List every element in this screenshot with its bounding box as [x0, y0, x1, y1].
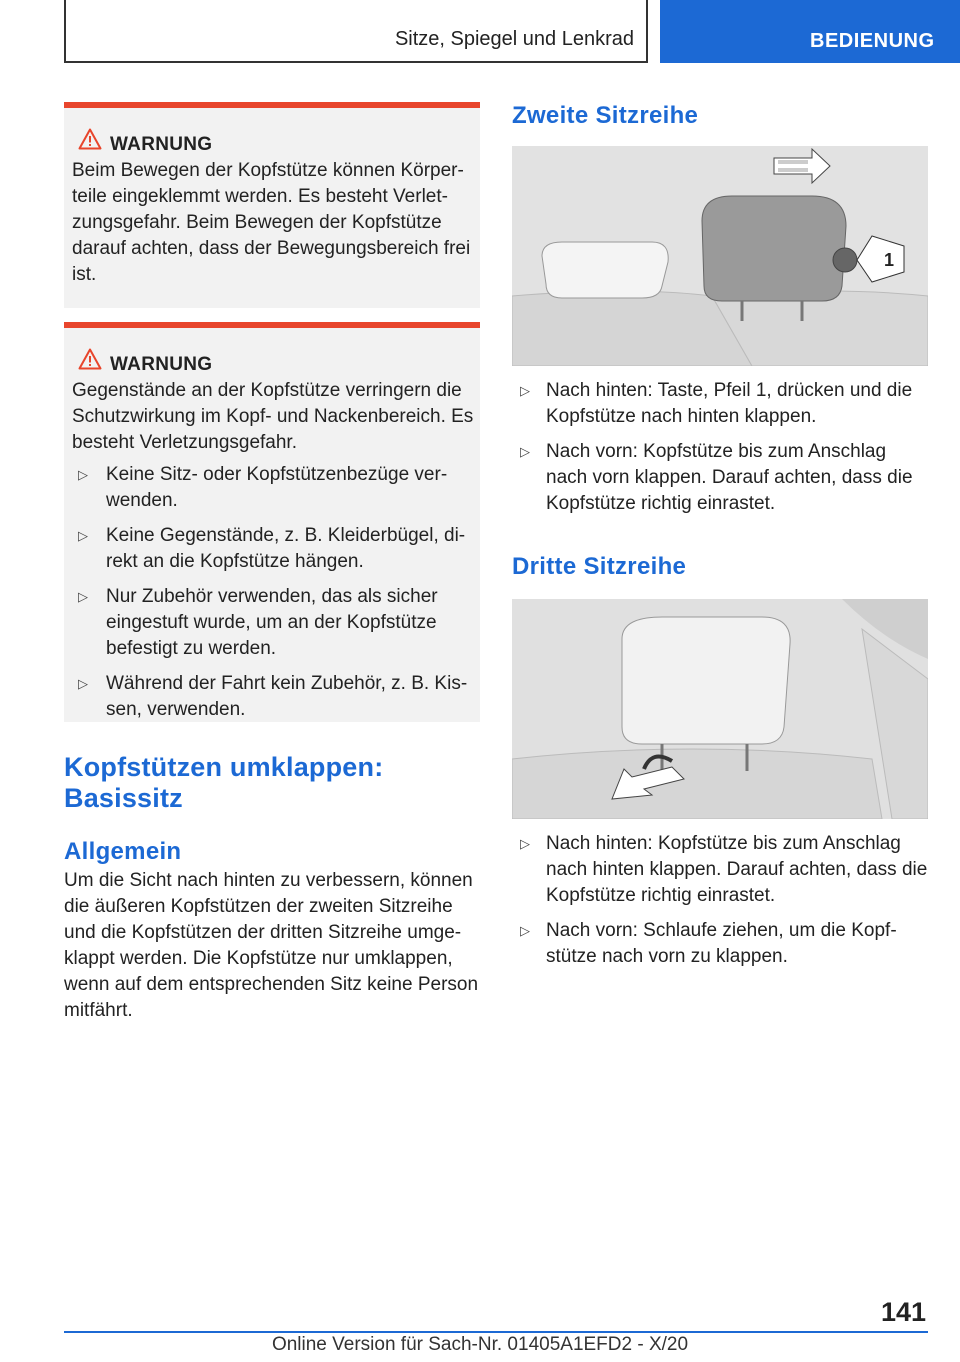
list-item: ▷ Keine Gegenstände, z. B. Kleiderbügel, direkt an die Kopfstütze hängen.	[78, 525, 466, 572]
dritte-list	[512, 831, 928, 970]
list-item: ▷ Nach vorn: Schlaufe ziehen, um die Kopfstütze nach vorn zu klappen.	[520, 920, 897, 967]
chapter-tab	[660, 0, 960, 63]
list-item: ▷ Nach vorn: Kopfstütze bis zum Anschlag nach vorn klappen. Darauf achten, dass die Kopfstütze richtig einrastet.	[520, 441, 913, 514]
warning-icon	[78, 128, 102, 150]
subheading: Allgemein	[64, 838, 182, 865]
warning-title: WARNUNG	[110, 134, 213, 155]
headrest-image-third-row	[512, 599, 928, 819]
warning-list	[64, 462, 480, 723]
warning-box-2	[64, 322, 480, 722]
callout-number: 1	[884, 250, 895, 270]
warning-title: WARNUNG	[110, 354, 213, 375]
zweite-heading: Zweite Sitzreihe	[512, 102, 699, 129]
triangle-bullet-icon: ▷	[78, 589, 88, 604]
warning-icon	[78, 348, 102, 370]
list-item: ▷ Während der Fahrt kein Zubehör, z. B. Kissen, verwenden.	[78, 673, 468, 720]
triangle-bullet-icon: ▷	[520, 923, 530, 938]
right-column	[512, 102, 928, 979]
list-item: ▷ Nach hinten: Kopfstütze bis zum Anschlag nach hinten klappen. Darauf achten, dass die Kopfstütze richtig einrastet.	[520, 833, 928, 906]
list-item: ▷ Keine Sitz- oder Kopfstützenbezüge verwenden.	[78, 464, 448, 511]
list-item: ▷ Nach hinten: Taste, Pfeil 1, drücken und die Kopfstütze nach hinten klappen.	[520, 380, 913, 427]
left-column	[64, 102, 480, 1024]
header-box	[64, 0, 648, 63]
triangle-bullet-icon: ▷	[520, 383, 530, 398]
headrest-illustration	[512, 146, 928, 366]
triangle-bullet-icon: ▷	[520, 444, 530, 459]
headrest-illustration	[512, 599, 928, 819]
section-text: Um die Sicht nach hinten zu verbessern, können die äußeren Kopfstützen der zweiten Sitzreihe und die Kopfstützen der dritten Sitzreihe umgeklappt werden. Die Kopfstütze nur umklappen, wenn auf dem entsprechenden Sitz keine Person mitfährt.	[64, 870, 479, 1021]
triangle-bullet-icon: ▷	[78, 676, 88, 691]
zweite-list	[512, 378, 928, 517]
list-item: ▷ Nur Zubehör verwenden, das als sicher eingestuft wurde, um an der Kopfstütze befestigt zu werden.	[78, 586, 438, 659]
chapter-tab-label: BEDIENUNG	[810, 30, 935, 52]
triangle-bullet-icon: ▷	[78, 467, 88, 482]
warning-text: Gegenstände an der Kopfstütze verringern die Schutzwirkung im Kopf- und Nackenbereich. Es besteht Verletzungsgefahr.	[72, 380, 474, 453]
section-title: Sitze, Spiegel und Lenkrad	[394, 28, 634, 50]
footer-text: Online Version für Sach-Nr. 01405A1EFD2 - X/20	[271, 1334, 689, 1355]
footer-rule	[64, 1331, 928, 1333]
headrest-image-second-row	[512, 146, 928, 366]
warning-text: Beim Bewegen der Kopfstütze können Körperteile eingeklemmt werden. Es besteht Verletzungsgefahr. Beim Bewegen der Kopfstütze darauf achten, dass der Bewegungsbereich frei ist.	[72, 160, 471, 285]
warning-box-1	[64, 102, 480, 308]
page-number: 141	[880, 1297, 926, 1327]
section-heading: Kopfstützen umklappen: Basissitz	[64, 752, 384, 813]
triangle-bullet-icon: ▷	[520, 836, 530, 851]
dritte-heading: Dritte Sitzreihe	[512, 553, 687, 580]
triangle-bullet-icon: ▷	[78, 528, 88, 543]
